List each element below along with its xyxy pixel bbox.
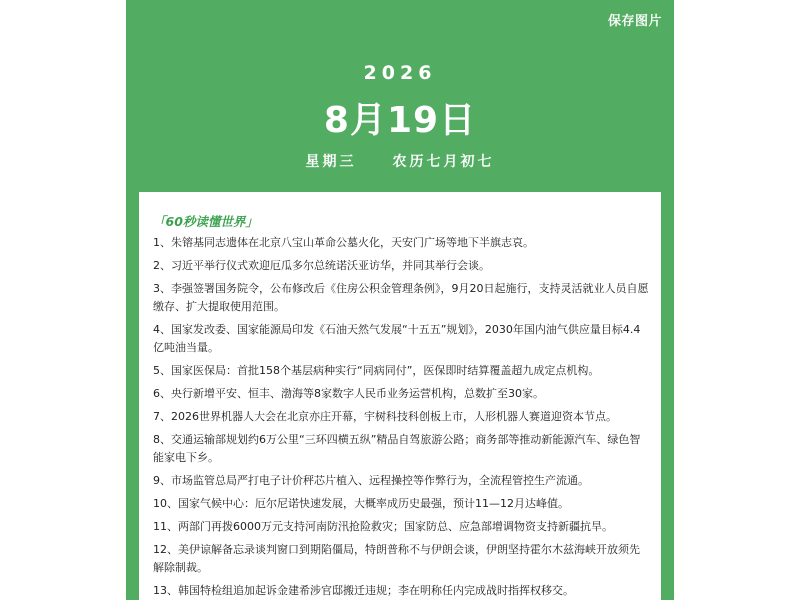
news-item: 13、韩国特检组追加起诉金建希涉官邸搬迁违规；李在明称任内完成战时指挥权移交。 — [153, 584, 574, 597]
news-item: 11、两部门再拨6000万元支持河南防汛抢险救灾；国家防总、应急部增调物资支持新疆抗旱。 — [153, 520, 613, 533]
news-list — [153, 234, 649, 600]
year-label: 2026 — [363, 62, 437, 84]
news-item: 3、李强签署国务院令，公布修改后《住房公积金管理条例》，9月20日起施行，支持灵活就业人员自愿缴存、扩大提取使用范围。 — [153, 282, 649, 313]
news-card-title: 「60秒读懂世界」 — [153, 214, 258, 229]
news-item: 2、习近平举行仪式欢迎厄瓜多尔总统诺沃亚访华，并同其举行会谈。 — [153, 259, 490, 272]
news-card — [139, 192, 661, 600]
news-item: 4、国家发改委、国家能源局印发《石油天然气发展“十五五”规划》，2030年国内油气供应量目标4.4亿吨油当量。 — [153, 323, 641, 354]
news-item: 5、国家医保局：首批158个基层病种实行“同病同付”，医保即时结算覆盖超九成定点机构。 — [153, 364, 600, 377]
daily-news-panel — [126, 0, 674, 600]
news-item: 9、市场监管总局严打电子计价秤芯片植入、远程操控等作弊行为，全流程管控生产流通。 — [153, 474, 589, 487]
date-subline — [126, 151, 674, 171]
news-item: 1、朱镕基同志遗体在北京八宝山革命公墓火化，天安门广场等地下半旗志哀。 — [153, 236, 534, 249]
news-item: 7、2026世界机器人大会在北京亦庄开幕，宇树科技科创板上市，人形机器人赛道迎资本节点。 — [153, 410, 617, 423]
news-item: 6、央行新增平安、恒丰、渤海等8家数字人民币业务运营机构，总数扩至30家。 — [153, 387, 544, 400]
lunar-date-label: 农历七月初七 — [392, 154, 495, 170]
news-item: 12、美伊谅解备忘录谈判窗口到期陷僵局，特朗普称不与伊朗会谈，伊朗坚持霍尔木兹海峡开放须先解除制裁。 — [153, 543, 640, 574]
date-label: 8月19日 — [323, 100, 477, 141]
save-image-button[interactable]: 保存图片 — [607, 14, 662, 29]
weekday-label: 星期三 — [305, 154, 357, 170]
news-item: 10、国家气候中心：厄尔尼诺快速发展，大概率成历史最强，预计11—12月达峰值。 — [153, 497, 569, 510]
news-item: 8、交通运输部规划约6万公里“三环四横五纵”精品自驾旅游公路；商务部等推动新能源汽车、绿色智能家电下乡。 — [153, 433, 641, 464]
